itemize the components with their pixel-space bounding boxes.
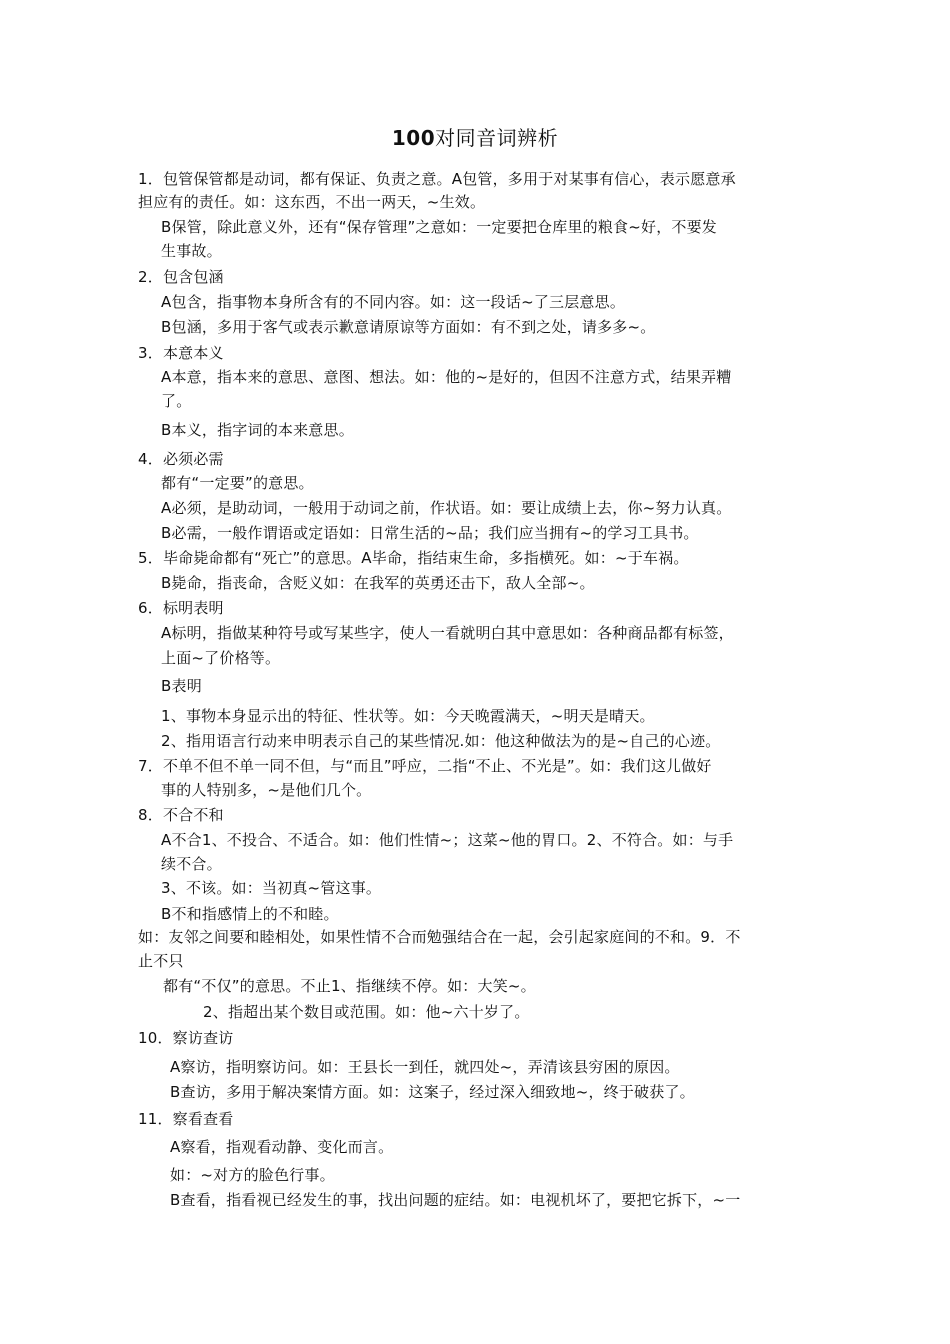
text-line: 5．毕命毙命都有“死亡”的意思。A毕命，指结束生命，多指横死。如：~于车祸。 [138, 549, 689, 567]
text-line: B表明 [161, 677, 202, 695]
text-line: 2、指用语言行动来申明表示自己的某些情况.如：他这种做法为的是~自己的心迹。 [161, 732, 721, 750]
text-line: B本义，指字词的本来意思。 [161, 421, 354, 439]
text-line: 如：友邻之间要和睦相处，如果性情不合而勉强结合在一起，会引起家庭间的不和。9．不 [138, 928, 741, 946]
text-line: 2、指超出某个数目或范围。如：他~六十岁了。 [203, 1003, 530, 1021]
text-line: 上面~了价格等。 [161, 649, 281, 667]
text-line: 了。 [161, 392, 192, 410]
text-line: 续不合。 [161, 855, 222, 873]
title-number: 100 [391, 126, 436, 150]
text-line: A察访，指明察访问。如：王县长一到任，就四处~，弄清该县穷困的原因。 [170, 1058, 680, 1076]
text-line: B必需，一般作谓语或定语如：日常生活的~品；我们应当拥有~的学习工具书。 [161, 524, 699, 542]
text-line: B毙命，指丧命，含贬义如：在我军的英勇还击下，敌人全部~。 [161, 574, 595, 592]
text-line: B查看，指看视已经发生的事，找出问题的症结。如：电视机坏了，要把它拆下，~一 [170, 1191, 741, 1209]
title-text: 对同音词辨析 [435, 126, 559, 150]
text-line: 都有“不仅”的意思。不止1、指继续不停。如：大笑~。 [163, 977, 536, 995]
text-line: 3、不该。如：当初真~管这事。 [161, 879, 382, 897]
text-line: A察看，指观看动静、变化而言。 [170, 1138, 394, 1156]
text-line: 4．必须必需 [138, 450, 224, 468]
text-line: A包含，指事物本身所含有的不同内容。如：这一段话~了三层意思。 [161, 293, 626, 311]
text-line: 生事故。 [161, 242, 222, 260]
text-line: 6．标明表明 [138, 599, 224, 617]
text-line: A本意，指本来的意思、意图、想法。如：他的~是好的，但因不注意方式，结果弄糟 [161, 368, 732, 386]
text-line: B包涵，多用于客气或表示歉意请原谅等方面如：有不到之处，请多多~。 [161, 318, 656, 336]
page-title [0, 122, 950, 151]
text-line: 都有“一定要”的意思。 [161, 474, 314, 492]
text-line: 7．不单不但不单一同不但，与“而且”呼应，二指“不止、不光是”。如：我们这儿做好 [138, 757, 712, 775]
text-line: 10．察访查访 [138, 1029, 234, 1047]
text-line: 担应有的责任。如：这东西，不出一两天，~生效。 [138, 193, 486, 211]
text-line: 1．包管保管都是动词，都有保证、负责之意。A包管，多用于对某事有信心，表示愿意承 [138, 170, 736, 188]
text-line: A不合1、不投合、不适合。如：他们性情~；这菜~他的胃口。2、不符合。如：与手 [161, 831, 734, 849]
text-line: B保管，除此意义外，还有“保存管理”之意如：一定要把仓库里的粮食~好，不要发 [161, 218, 718, 236]
text-line: 如：~对方的脸色行事。 [170, 1166, 335, 1184]
text-line: 1、事物本身显示出的特征、性状等。如：今天晚霞满天，~明天是晴天。 [161, 707, 655, 725]
text-line: 2．包含包涵 [138, 268, 224, 286]
text-line: A必须，是助动词，一般用于动词之前，作状语。如：要让成绩上去，你~努力认真。 [161, 499, 732, 517]
text-line: 8．不合不和 [138, 806, 224, 824]
text-line: B查访，多用于解决案情方面。如：这案子，经过深入细致地~，终于破获了。 [170, 1083, 695, 1101]
text-line: A标明，指做某种符号或写某些字，使人一看就明白其中意思如：各种商品都有标签， [161, 624, 734, 642]
text-line: 3．本意本义 [138, 344, 224, 362]
text-line: 事的人特别多，~是他们几个。 [161, 781, 372, 799]
text-line: B不和指感情上的不和睦。 [161, 905, 339, 923]
text-line: 11．察看查看 [138, 1110, 234, 1128]
text-line: 止不只 [138, 952, 184, 970]
